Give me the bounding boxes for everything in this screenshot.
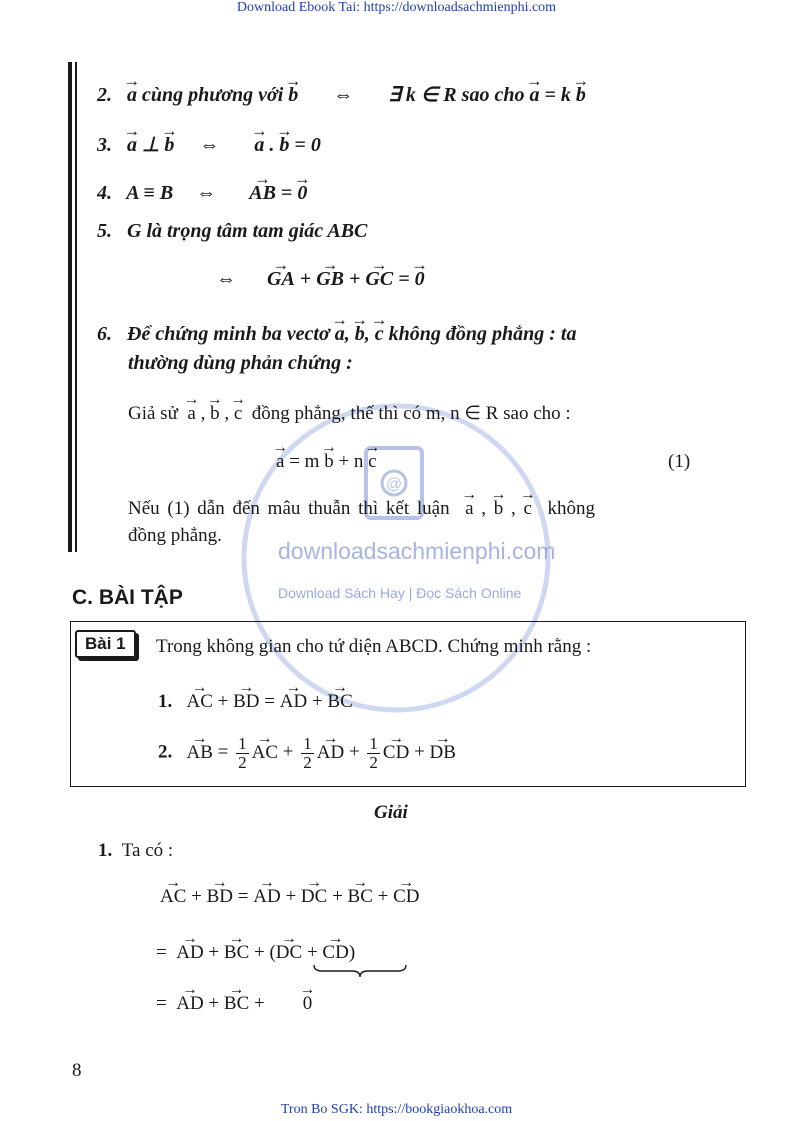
item-3: 3. → a ⊥ → b ⇔ → a . → b = 0 <box>97 132 321 157</box>
equation-1-label: (1) <box>668 451 691 472</box>
margin-bar-thin <box>75 62 77 552</box>
item-4-number: 4. <box>97 182 112 204</box>
solution-heading: Giải <box>374 802 408 823</box>
item-4: 4. A ≡ B ⇔ → AB = → 0 <box>97 182 307 205</box>
item-2-text: cùng phương với <box>142 84 284 106</box>
item-3-number: 3. <box>97 134 112 156</box>
solution-line-3: = → AD + → BC + → 0 <box>156 993 312 1015</box>
paragraph-2-line2: đồng phẳng. <box>128 525 222 546</box>
p1-text-b: đồng phẳng, thế thì có m, n ∈ R sao cho : <box>251 403 571 424</box>
header-link[interactable]: Download Ebook Tai: https://downloadsachmienphi.com <box>236 0 557 15</box>
item-6-number: 6. <box>97 323 112 345</box>
p1-text-a: Giả sử <box>128 403 178 424</box>
item-5 <box>97 220 367 243</box>
exercise-statement: Trong không gian cho tứ diện ABCD. Chứng minh rằng : <box>156 636 592 657</box>
item-6: 6. Để chứng minh ba vectơ → a, → b, → c không đồng phẳng : ta <box>97 323 576 346</box>
equation-1: → a = m → b + n → c <box>276 451 377 473</box>
item-2-number: 2. <box>97 84 112 106</box>
footer-link[interactable]: Tron Bo SGK: https://bookgiaokhoa.com <box>280 1102 513 1117</box>
item-2: 2. → a cùng phương với → b ⇔ ∃ k ∈ R sao cho → a = k → b <box>97 82 586 107</box>
paragraph-2: Nếu (1) dẫn đến mâu thuẫn thì kết luận → a , → b , → c không <box>128 498 595 520</box>
item-6-text-a: Để chứng minh ba vectơ <box>127 323 330 345</box>
section-heading: C. BÀI TẬP <box>72 586 183 609</box>
solution-intro: 1. Ta có : <box>98 840 174 861</box>
svg-text:@: @ <box>385 476 403 493</box>
item-5-equation: ⇔ → GA + → GB + → GC = → 0 <box>216 268 425 291</box>
watermark-tagline: Download Sách Hay | Đọc Sách Online <box>278 585 522 601</box>
item-6-line2: thường dùng phản chứng : <box>128 352 353 374</box>
exercise-eq-1: 1. → AC + → BD = → AD + → BC <box>158 691 353 713</box>
watermark-site: downloadsachmienphi.com <box>278 538 556 564</box>
exercise-label: Bài 1 <box>75 630 136 658</box>
item-2-text-b: sao cho <box>461 84 525 106</box>
p2-text-b: không <box>547 498 595 519</box>
paragraph-1: Giả sử → a , → b , → c đồng phẳng, thế thì có m, n ∈ R sao cho : <box>128 402 571 425</box>
solution-line-1: → AC + → BD = → AD + → DC + → BC + → CD <box>160 886 420 908</box>
p2-text-a: Nếu (1) dẫn đến mâu thuẫn thì kết luận <box>128 498 450 519</box>
solution-line-2: = → AD + → BC + (→ DC + → CD) <box>156 942 355 964</box>
item-5-number: 5. <box>97 220 112 242</box>
margin-bar <box>68 62 72 552</box>
underbrace <box>312 963 408 979</box>
item-5-text: G là trọng tâm tam giác ABC <box>127 220 368 242</box>
page-number: 8 <box>72 1060 82 1081</box>
exercise-eq-2: 2. → AB = $\frac{1}{2}$ → AC + $\frac{1}{2}$ → AD + $\frac{1}{2}$ → CD + → DB <box>158 735 456 772</box>
item-6-text-b: không đồng phẳng : ta <box>388 323 577 345</box>
